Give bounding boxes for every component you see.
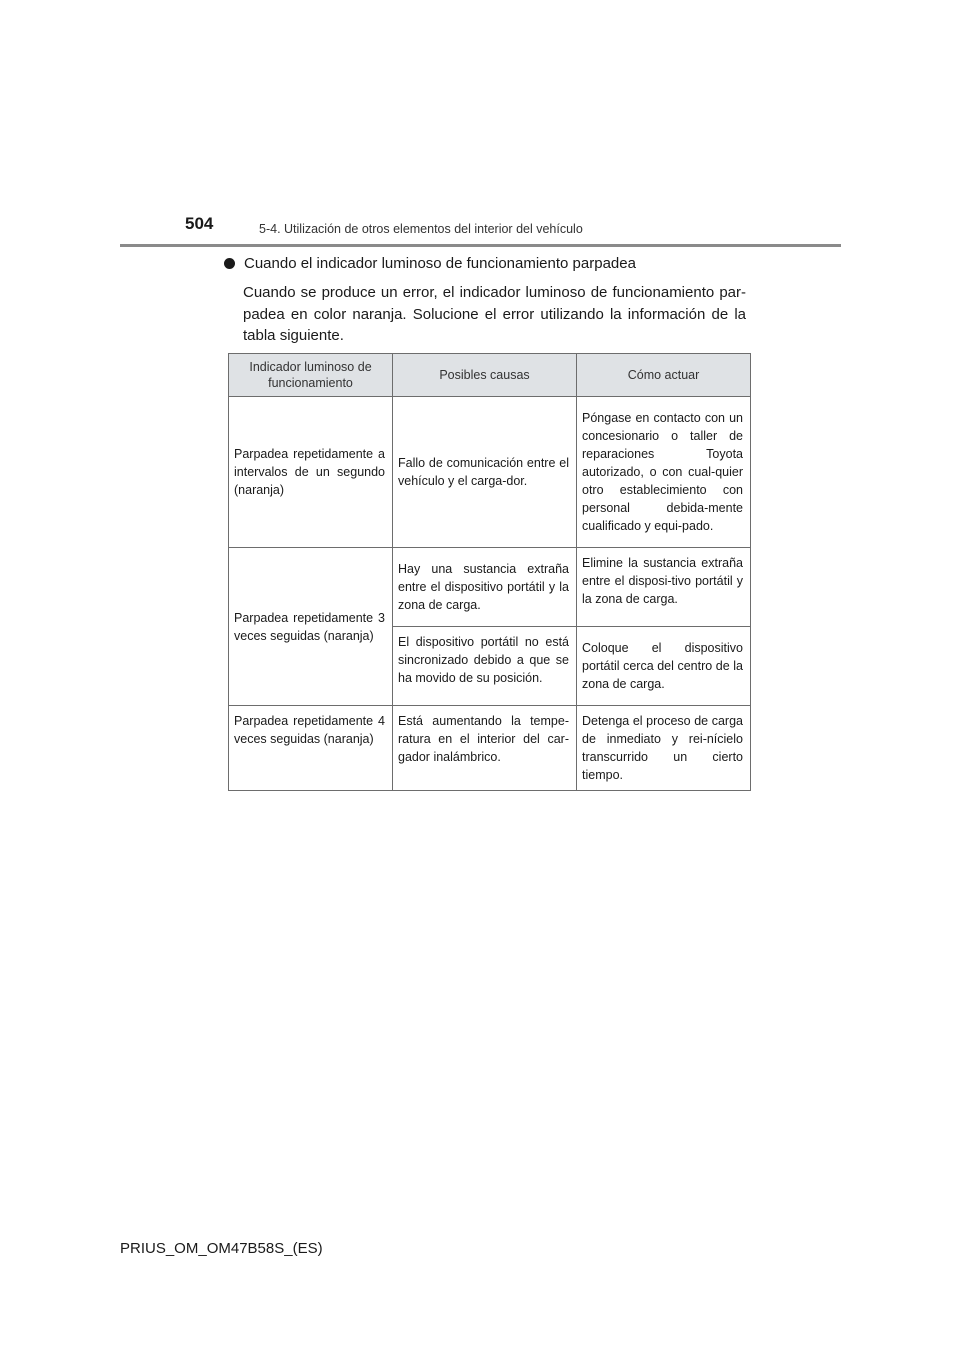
table-row [229, 397, 751, 548]
header-divider [120, 244, 841, 247]
document-code: PRIUS_OM_OM47B58S_(ES) [120, 1240, 323, 1257]
cause-cell: Está aumentando la tempe-ratura en el interior del car-gador inalámbrico. [393, 706, 577, 791]
column-header-action: Cómo actuar [577, 354, 751, 397]
intro-paragraph: Cuando se produce un error, el indicador luminoso de funcionamiento par-padea en color naranja. Solucione el error utilizando la información de la tabla siguiente. [243, 284, 746, 344]
table-row [229, 706, 751, 791]
indicator-cell: Parpadea repetidamente 4 veces seguidas (naranja) [229, 706, 393, 791]
cause-cell: Hay una sustancia extraña entre el dispositivo portátil y la zona de carga. [393, 548, 577, 627]
bullet-icon [224, 258, 235, 269]
bullet-heading-text: Cuando el indicador luminoso de funcionamiento parpadea [244, 255, 636, 272]
action-cell: Coloque el dispositivo portátil cerca del centro de la zona de carga. [577, 627, 751, 706]
indicator-cell: Parpadea repetidamente 3 veces seguidas (naranja) [229, 548, 393, 706]
indicator-table [228, 353, 751, 791]
action-cell: Detenga el proceso de carga de inmediato y rei-nícielo transcurrido un cierto tiempo. [577, 706, 751, 791]
cause-cell: El dispositivo portátil no está sincronizado debido a que se ha movido de su posición. [393, 627, 577, 706]
column-header-indicator: Indicador luminoso de funcionamiento [229, 354, 393, 397]
page-number: 504 [185, 214, 214, 233]
indicator-cell: Parpadea repetidamente a intervalos de un segundo (naranja) [229, 397, 393, 548]
table-header-row [229, 354, 751, 397]
section-title: 5-4. Utilización de otros elementos del interior del vehículo [259, 222, 583, 236]
action-cell: Elimine la sustancia extraña entre el disposi-tivo portátil y la zona de carga. [577, 548, 751, 627]
column-header-causes: Posibles causas [393, 354, 577, 397]
action-cell: Póngase en contacto con un concesionario o taller de reparaciones Toyota autorizado, o con cual-quier otro establecimiento con personal debida-mente cualificado y equi-pado. [577, 397, 751, 548]
bullet-heading [224, 255, 636, 272]
table-row [229, 548, 751, 627]
cause-cell: Fallo de comunicación entre el vehículo y el carga-dor. [393, 397, 577, 548]
